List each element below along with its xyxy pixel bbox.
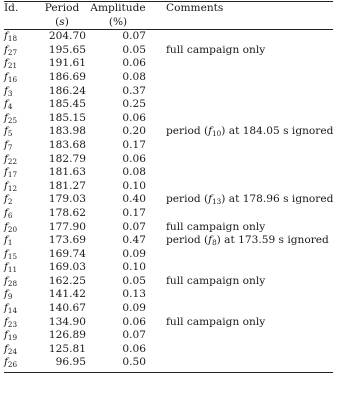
cell-amplitude: 0.20 xyxy=(122,125,146,138)
cell-period: 96.95 xyxy=(55,356,86,369)
cell-period: 134.90 xyxy=(48,315,86,328)
cell-id: $f_5$ xyxy=(4,125,13,139)
cell-id: $f_1$ xyxy=(4,234,13,248)
cell-id: $f_{24}$ xyxy=(4,342,18,356)
cell-period: 181.27 xyxy=(48,179,86,192)
cell-amplitude: 0.50 xyxy=(122,356,146,369)
table-row xyxy=(4,153,333,167)
cell-id: $f_7$ xyxy=(4,138,13,152)
cell-period: 178.62 xyxy=(48,206,86,219)
cell-period: 140.67 xyxy=(48,302,86,315)
table-row xyxy=(4,248,333,262)
cell-comment: period $(f_8)$ at 173.59 s ignored xyxy=(166,234,329,248)
cell-comment: full campaign only xyxy=(166,315,266,328)
table-row xyxy=(4,180,333,194)
cell-amplitude: 0.09 xyxy=(122,247,146,260)
cell-amplitude: 0.06 xyxy=(122,111,146,124)
frequency-table xyxy=(4,1,333,373)
cell-period: 179.03 xyxy=(48,193,86,206)
cell-comment xyxy=(152,261,333,275)
cell-amplitude: 0.47 xyxy=(122,234,146,247)
table-row xyxy=(4,44,333,58)
cell-comment xyxy=(152,180,333,194)
cell-period: 169.03 xyxy=(48,261,86,274)
table-row xyxy=(4,275,333,289)
cell-period: 183.98 xyxy=(48,125,86,138)
cell-amplitude: 0.06 xyxy=(122,315,146,328)
cell-comment xyxy=(152,71,333,85)
cell-amplitude: 0.07 xyxy=(122,220,146,233)
table-row xyxy=(4,57,333,71)
cell-amplitude: 0.09 xyxy=(122,302,146,315)
table-row xyxy=(4,166,333,180)
cell-comment xyxy=(152,98,333,112)
cell-period: 183.68 xyxy=(48,138,86,151)
cell-comment xyxy=(152,153,333,167)
cell-amplitude: 0.06 xyxy=(122,152,146,165)
cell-amplitude: 0.08 xyxy=(122,166,146,179)
header-period: Period xyxy=(44,2,80,14)
cell-period: 126.89 xyxy=(48,329,86,342)
table-row xyxy=(4,139,333,153)
cell-id: $f_{21}$ xyxy=(4,57,18,71)
cell-comment xyxy=(152,302,333,316)
header-row xyxy=(4,2,333,16)
cell-period: 173.69 xyxy=(48,234,86,247)
cell-id: $f_{16}$ xyxy=(4,70,18,84)
table-row xyxy=(4,288,333,302)
cell-amplitude: 0.07 xyxy=(122,30,146,43)
header-id: Id. xyxy=(4,2,19,14)
cell-period: 169.74 xyxy=(48,247,86,260)
table-row xyxy=(4,316,333,330)
table-row xyxy=(4,302,333,316)
header-period-unit-text: s xyxy=(59,15,65,28)
header-amplitude: Amplitude xyxy=(90,2,146,14)
cell-comment: full campaign only xyxy=(166,274,266,287)
cell-amplitude: 0.06 xyxy=(122,57,146,70)
table-row xyxy=(4,207,333,221)
cell-comment xyxy=(152,166,333,180)
cell-amplitude: 0.17 xyxy=(122,138,146,151)
table-row xyxy=(4,30,333,44)
cell-comment: period $(f_{13})$ at 178.96 s ignored xyxy=(166,193,334,207)
cell-comment xyxy=(152,139,333,153)
cell-id: $f_9$ xyxy=(4,288,13,302)
header-unit-row xyxy=(4,16,333,30)
cell-amplitude: 0.05 xyxy=(122,43,146,56)
cell-id: $f_6$ xyxy=(4,206,13,220)
table-header xyxy=(4,2,333,31)
cell-period: 182.79 xyxy=(48,152,86,165)
cell-amplitude: 0.17 xyxy=(122,206,146,219)
cell-amplitude: 0.06 xyxy=(122,342,146,355)
cell-id: $f_{25}$ xyxy=(4,111,18,125)
cell-period: 125.81 xyxy=(48,342,86,355)
cell-period: 177.90 xyxy=(48,220,86,233)
cell-id: $f_{14}$ xyxy=(4,302,18,316)
header-comments: Comments xyxy=(166,2,224,14)
table-row xyxy=(4,329,333,343)
cell-id: $f_4$ xyxy=(4,98,13,112)
table-row xyxy=(4,125,333,139)
table-row xyxy=(4,221,333,235)
cell-amplitude: 0.10 xyxy=(122,179,146,192)
cell-amplitude: 0.13 xyxy=(122,288,146,301)
cell-id: $f_{19}$ xyxy=(4,329,18,343)
cell-period: 204.70 xyxy=(48,30,86,43)
cell-id: $f_{26}$ xyxy=(4,356,18,370)
cell-comment xyxy=(152,248,333,262)
header-amplitude-unit: (%) xyxy=(108,15,128,28)
cell-amplitude: 0.40 xyxy=(122,193,146,206)
cell-id: $f_3$ xyxy=(4,84,13,98)
cell-comment xyxy=(152,30,333,44)
cell-comment: period $(f_{10})$ at 184.05 s ignored xyxy=(166,125,334,139)
cell-comment xyxy=(152,288,333,302)
cell-id: $f_{28}$ xyxy=(4,274,18,288)
cell-id: $f_{22}$ xyxy=(4,152,18,166)
cell-id: $f_{27}$ xyxy=(4,43,18,57)
cell-amplitude: 0.07 xyxy=(122,329,146,342)
cell-comment xyxy=(152,207,333,221)
cell-comment: full campaign only xyxy=(166,43,266,56)
table-row xyxy=(4,234,333,248)
table-row xyxy=(4,85,333,99)
cell-period: 191.61 xyxy=(48,57,86,70)
cell-amplitude: 0.37 xyxy=(122,84,146,97)
cell-period: 186.24 xyxy=(48,84,86,97)
table-row xyxy=(4,112,333,126)
cell-comment xyxy=(152,329,333,343)
cell-comment xyxy=(152,112,333,126)
cell-comment xyxy=(152,85,333,99)
cell-id: $f_{15}$ xyxy=(4,247,18,261)
table-row xyxy=(4,356,333,372)
cell-id: $f_{12}$ xyxy=(4,179,18,193)
cell-id: $f_2$ xyxy=(4,193,13,207)
table-body xyxy=(4,30,333,373)
cell-period: 185.15 xyxy=(48,111,86,124)
cell-id: $f_{11}$ xyxy=(4,261,18,275)
cell-comment: full campaign only xyxy=(166,220,266,233)
cell-id: $f_{18}$ xyxy=(4,30,18,44)
cell-amplitude: 0.10 xyxy=(122,261,146,274)
cell-period: 185.45 xyxy=(48,98,86,111)
table-row xyxy=(4,261,333,275)
header-period-unit: (s) xyxy=(55,15,69,28)
cell-comment xyxy=(152,57,333,71)
cell-amplitude: 0.05 xyxy=(122,274,146,287)
cell-period: 141.42 xyxy=(48,288,86,301)
cell-id: $f_{17}$ xyxy=(4,166,18,180)
cell-amplitude: 0.08 xyxy=(122,70,146,83)
bottom-rule xyxy=(4,373,333,374)
table-row xyxy=(4,71,333,85)
cell-id: $f_{20}$ xyxy=(4,220,18,234)
cell-period: 195.65 xyxy=(48,43,86,56)
table-row xyxy=(4,98,333,112)
cell-amplitude: 0.25 xyxy=(122,98,146,111)
cell-period: 162.25 xyxy=(48,274,86,287)
cell-comment xyxy=(152,356,333,372)
table-row xyxy=(4,193,333,207)
cell-comment xyxy=(152,343,333,357)
cell-id: $f_{23}$ xyxy=(4,315,18,329)
cell-period: 186.69 xyxy=(48,70,86,83)
cell-period: 181.63 xyxy=(48,166,86,179)
table-row xyxy=(4,343,333,357)
